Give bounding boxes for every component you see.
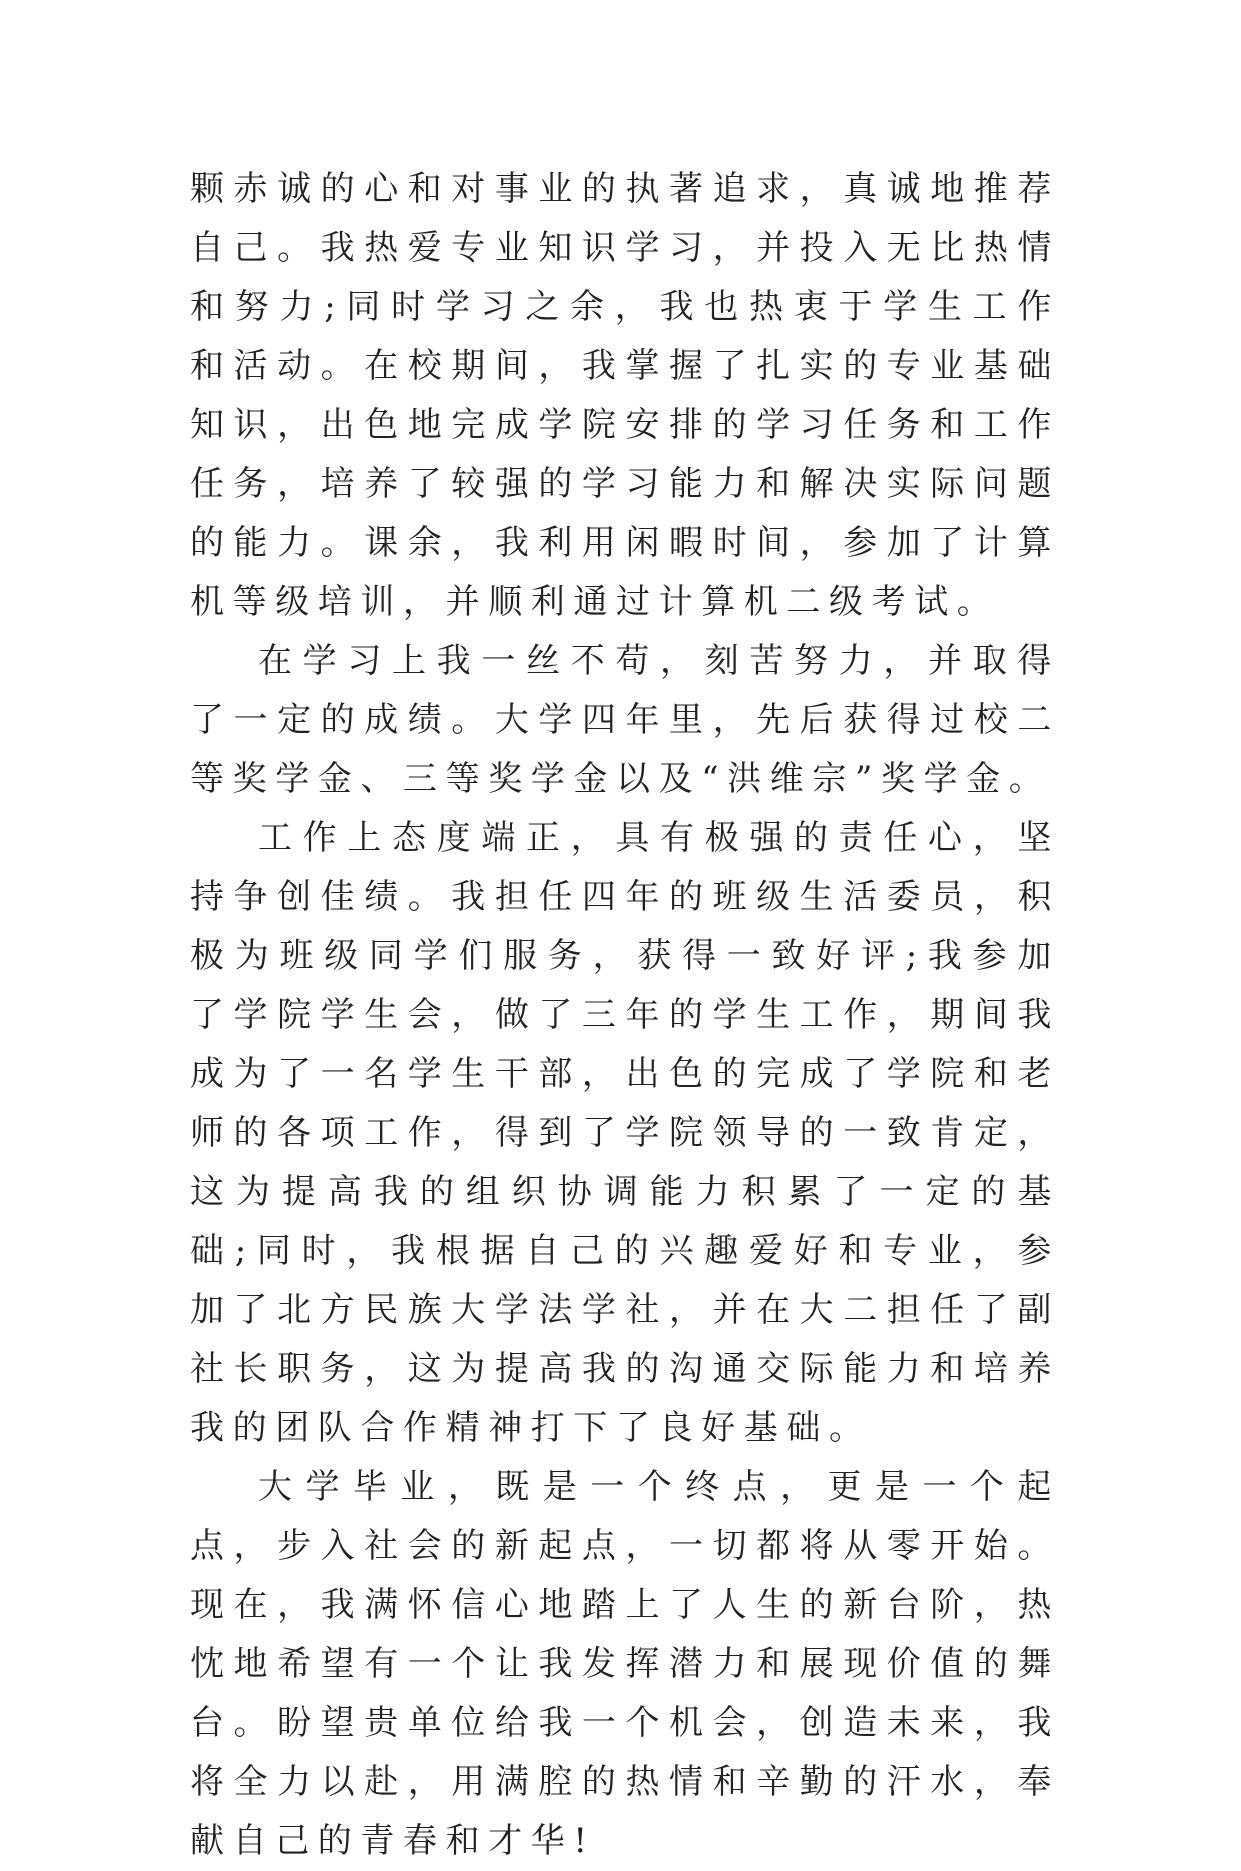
- paragraph-4: 大学毕业，既是一个终点，更是一个起点，步入社会的新起点，一切都将从零开始。现在，我满怀信心地踏上了人生的新台阶，热忱地希望有一个让我发挥潜力和展现价值的舞台。盼望贵单位给我一个机会，创造未来，我将全力以赴，用满腔的热情和辛勤的汗水，奉献自己的青春和才华!: [190, 1467, 1060, 1861]
- document-body: [190, 160, 1060, 1871]
- paragraph-2: 在学习上我一丝不苟，刻苦努力，并取得了一定的成绩。大学四年里，先后获得过校二等奖学金、三等奖学金以及“洪维宗”奖学金。: [190, 641, 1060, 799]
- paragraph-1: 颗赤诚的心和对事业的执著追求，真诚地推荐自己。我热爱专业知识学习，并投入无比热情和努力;同时学习之余，我也热衷于学生工作和活动。在校期间，我掌握了扎实的专业基础知识，出色地完成学院安排的学习任务和工作任务，培养了较强的学习能力和解决实际问题的能力。课余，我利用闲暇时间，参加了计算机等级培训，并顺利通过计算机二级考试。: [190, 169, 1060, 622]
- paragraph-3: 工作上态度端正，具有极强的责任心，坚持争创佳绩。我担任四年的班级生活委员，积极为班级同学们服务，获得一致好评;我参加了学院学生会，做了三年的学生工作，期间我成为了一名学生干部，出色的完成了学院和老师的各项工作，得到了学院领导的一致肯定，这为提高我的组织协调能力积累了一定的基础;同时，我根据自己的兴趣爱好和专业，参加了北方民族大学法学社，并在大二担任了副社长职务，这为提高我的沟通交际能力和培养我的团队合作精神打下了良好基础。: [190, 818, 1060, 1448]
